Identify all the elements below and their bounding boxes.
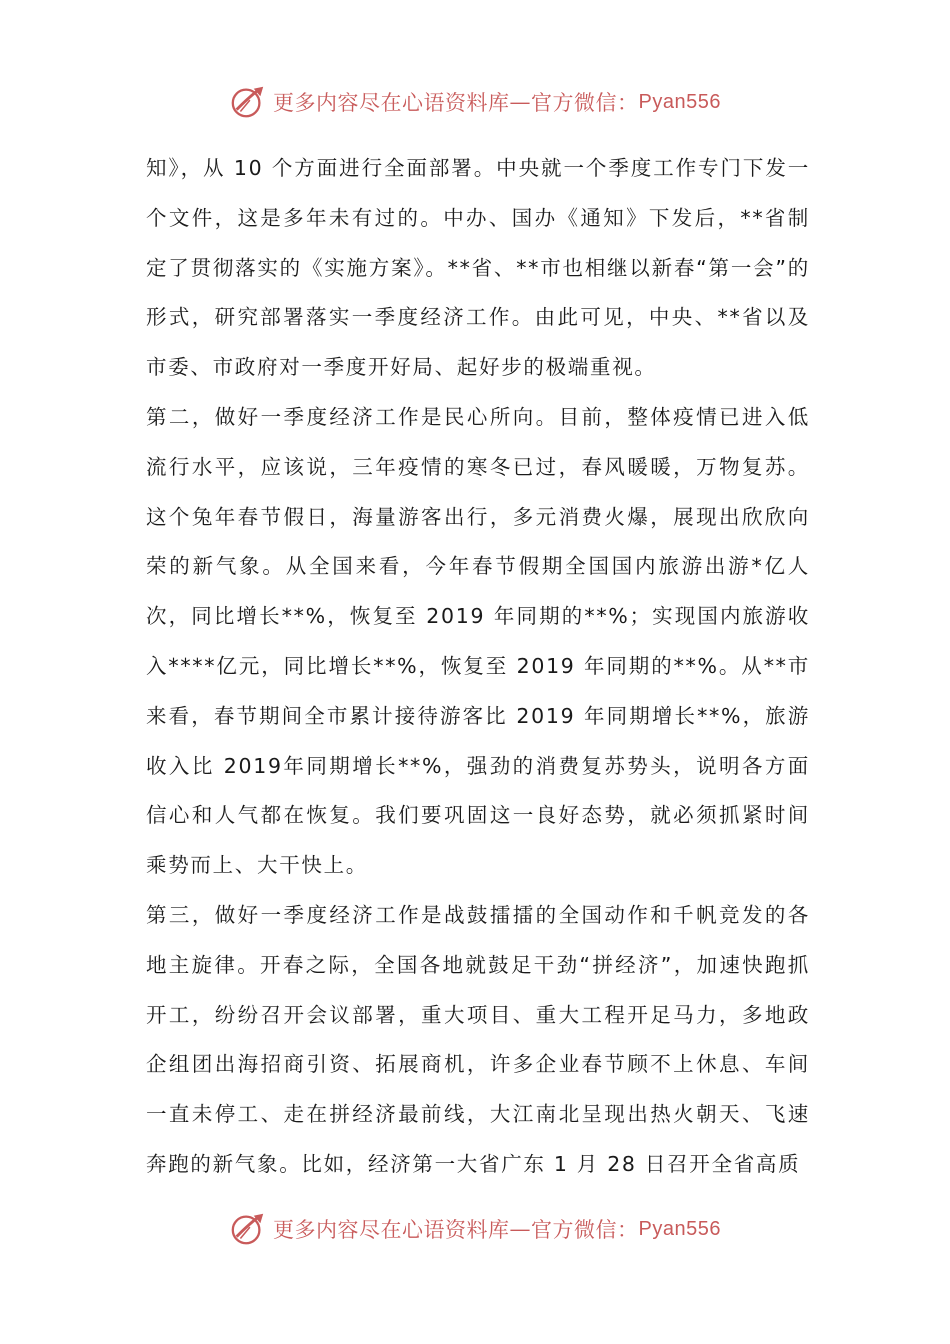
footer-dash: —	[509, 1217, 532, 1241]
paragraph: 第三，做好一季度经济工作是战鼓擂擂的全国动作和千帆竞发的各地主旋律。开春之际，全国各地就鼓足干劲“拼经济”，加速快跑抓开工，纷纷召开会议部署，重大项目、重大工程开足马力，多地政企组团出海招商引资、拓展商机，许多企业春节顾不上休息、车间一直未停工、走在拼经济最前线，大江南北呈现出热火朝天、飞速奔跑的新气象。比如，经济第一大省广东 1 月 28 日召开全省高质	[146, 902, 810, 1176]
footer-brand: 更多内容尽在心语资料库	[273, 1218, 510, 1242]
header-wechat-id: Pyan556	[638, 90, 721, 113]
pen-nib-logo-icon	[229, 1210, 267, 1248]
footer-wechat-label: 官方微信：	[531, 1218, 639, 1242]
header-brand: 更多内容尽在心语资料库	[273, 91, 510, 115]
pen-nib-logo-icon	[229, 83, 267, 121]
paragraph: 第二，做好一季度经济工作是民心所向。目前，整体疫情已进入低流行水平，应该说，三年疫情的寒冬已过，春风暖暖，万物复苏。这个兔年春节假日，海量游客出行，多元消费火爆，展现出欣欣向荣的新气象。从全国来看，今年春节假期全国国内旅游出游*亿人次，同比增长**%，恢复至 2019 年同期的**%；实现国内旅游收入****亿元，同比增长**%，恢复至 2019 年同期的**%。从**市来看，春节期间全市累计接待游客比 2019 年同期增长**%，旅游收入比 2019年同期增长**%，强劲的消费复苏势头，说明各方面信心和人气都在恢复。我们要巩固这一良好态势，就必须抓紧时间乘势而上、大干快上。	[146, 404, 810, 878]
document-body	[146, 144, 810, 1190]
header-dash: —	[509, 90, 532, 114]
header-watermark	[0, 82, 950, 122]
header-wechat-label: 官方微信：	[531, 91, 639, 115]
footer-wechat-id: Pyan556	[638, 1217, 721, 1240]
footer-watermark	[0, 1209, 950, 1249]
paragraph: 知》，从 10 个方面进行全面部署。中央就一个季度工作专门下发一个文件，这是多年未有过的。中办、国办《通知》下发后，**省制定了贯彻落实的《实施方案》。**省、**市也相继以新春“第一会”的形式，研究部署落实一季度经济工作。由此可见，中央、**省以及市委、市政府对一季度开好局、起好步的极端重视。	[146, 156, 810, 380]
